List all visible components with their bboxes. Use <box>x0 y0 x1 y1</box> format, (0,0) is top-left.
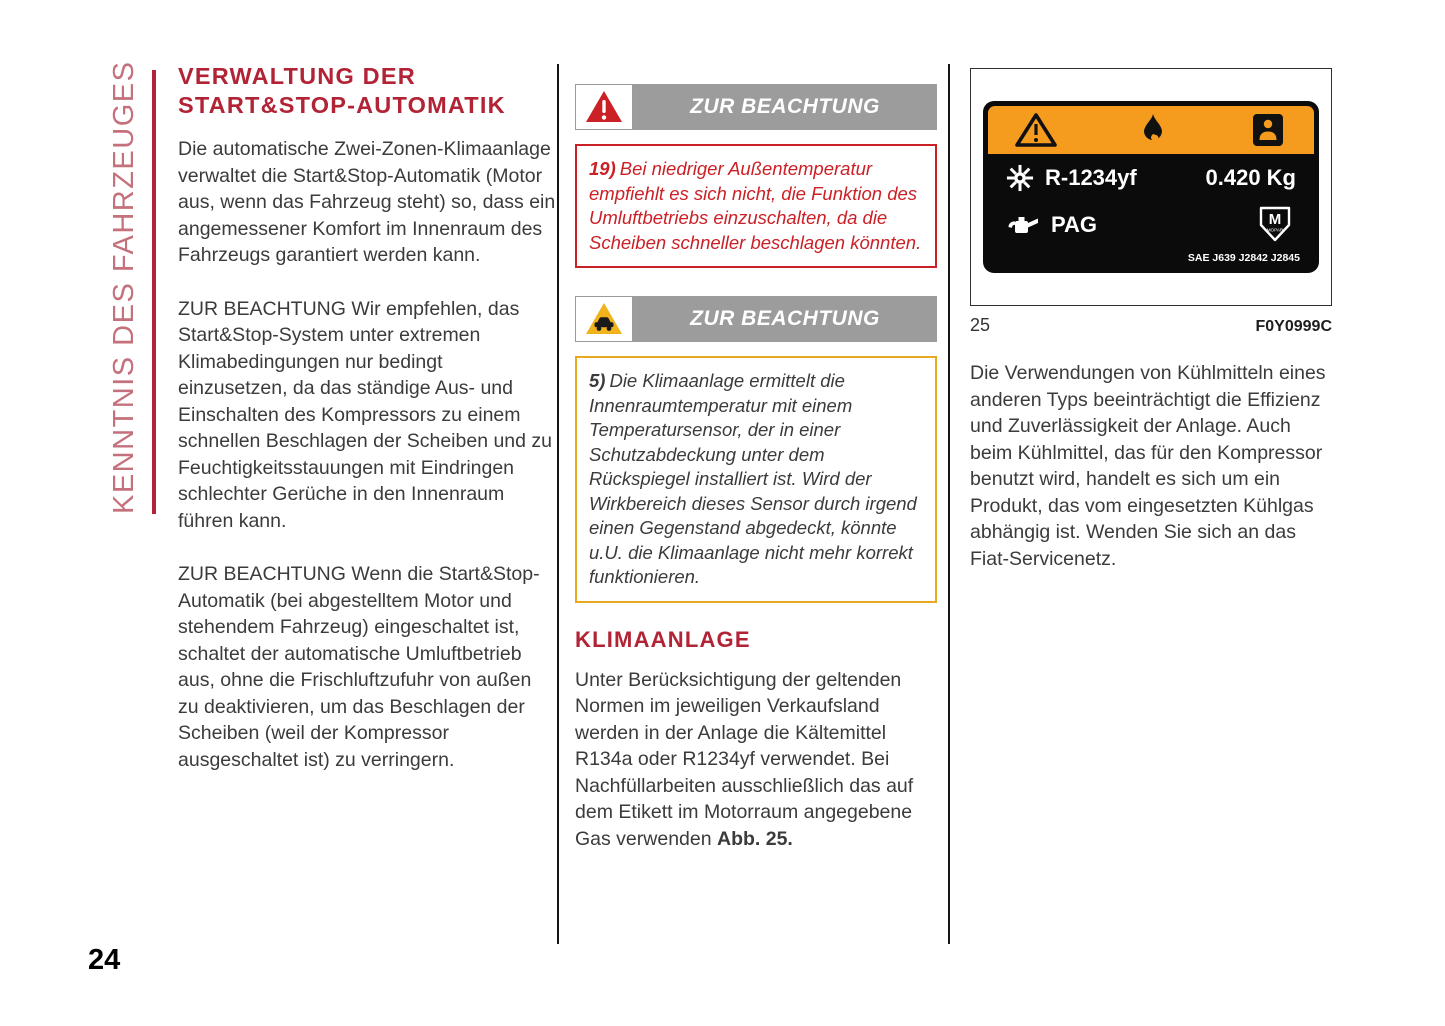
warning-header <box>575 84 937 130</box>
figure-number: 25 <box>970 315 991 335</box>
caution-note-box <box>575 356 937 603</box>
column-refrigerant <box>970 68 1332 599</box>
caution-header <box>575 296 937 342</box>
figure-reference: Abb. 25. <box>717 827 793 850</box>
chapter-sidebar-label: KENNTNIS DES FAHRZEUGES <box>108 60 140 514</box>
figure-25 <box>970 68 1332 306</box>
paragraph: Die Verwendungen von Kühlmitteln eines anderen Typs beeinträchtigt die Effizienz und Zuverlässigkeit der Anlage. Auch beim Kühlmittel, das für den Kompressor benutzt wird, handelt es sich um ein Produkt, das vom eingesetzten Kühlgas abhängig ist. Wenden Sie sich an das Fiat-Servicenetz. <box>970 362 1326 570</box>
paragraph: Die automatische Zwei-Zonen-Klimaanlage verwaltet die Start&Stop-Automatik (Motor aus, wenn das Fahrzeug steht) so, dass ein angemessener Komfort im Innenraum des Fahrzeugs garantiert werden kann. <box>178 138 556 266</box>
mopar-logo <box>1254 204 1296 246</box>
section-heading-start-stop: VERWALTUNG DER START&STOP-AUTOMATIK <box>178 63 506 118</box>
column-divider-2 <box>948 64 950 944</box>
oil-can-icon <box>1006 212 1040 238</box>
note-text: Die Klimaanlage ermittelt die Innenraumtemperatur mit einem Temperatursensor, der in einer Schutzabdeckung unter dem Rückspiegel installiert ist. Wird der Wirkbereich dieses Sensor durch irgend einen Gegenstand abgedeckt, könnte u.U. die Klimaanlage nicht mehr korrekt funktionieren. <box>589 370 917 587</box>
paragraph <box>575 667 937 853</box>
figure-caption <box>970 315 1332 336</box>
note-number: 19) <box>589 158 616 179</box>
sidebar-red-rule <box>152 70 156 514</box>
yellow-car-triangle-icon <box>575 296 633 342</box>
flame-icon <box>1138 111 1168 149</box>
oil-type: PAG <box>1051 212 1098 237</box>
caution-title: ZUR BEACHTUNG <box>633 296 937 342</box>
section-heading-klimaanlage: KLIMAANLAGE <box>575 626 751 652</box>
label-row-refrigerant <box>988 154 1314 194</box>
alert-triangle-icon <box>1014 111 1058 149</box>
refrigerant-charge: 0.420 Kg <box>1205 165 1296 190</box>
column-warnings-klimaanlage <box>575 84 937 879</box>
sae-standards: SAE J639 J2842 J2845 <box>1187 252 1300 264</box>
red-warning-triangle-icon <box>575 84 633 130</box>
column-divider-1 <box>557 64 559 944</box>
note-text: Bei niedriger Außentemperatur empfiehlt es sich nicht, die Funktion des Umluftbetriebs einzuschalten, da die Scheiben schneller beschlagen könnten. <box>589 158 922 253</box>
svg-text:MOPAR: MOPAR <box>1266 227 1284 233</box>
refrigerant-type: R-1234yf <box>1045 165 1137 190</box>
label-row-oil <box>988 194 1314 248</box>
note-number: 5) <box>589 370 606 391</box>
warning-note-box <box>575 144 937 268</box>
refrigerant-label <box>983 101 1319 273</box>
paragraph: ZUR BEACHTUNG Wenn die Start&Stop-Automatik (bei abgestelltem Motor und stehendem Fahrzeug) eingeschaltet ist, schaltet der automatische Umluftbetrieb aus, ohne die Frischluftzufuhr von außen zu deaktivieren, um das Beschlagen der Scheiben (weil der Kompressor ausgeschaltet ist) zu verringern. <box>178 563 540 771</box>
gear-icon <box>1006 164 1034 192</box>
column-start-stop <box>178 62 556 800</box>
page-number: 24 <box>88 944 121 976</box>
paragraph-text: Unter Berücksichtigung der geltenden Normen im jeweiligen Verkaufsland werden in der Anlage die Kältemittel R134a oder R1234yf verwendet. Bei Nachfüllarbeiten ausschließlich das auf dem Etikett im Motorraum angegebene Gas verwenden <box>575 668 914 850</box>
label-hazard-band <box>988 106 1314 154</box>
paragraph: ZUR BEACHTUNG Wir empfehlen, das Start&Stop-System unter extremen Klimabedingungen nur bedingt einzusetzen, da das ständige Aus- und Einschalten des Kompressors zu einem schnellen Beschlagen der Scheiben und zu Feuchtigkeitsstauungen mit Eindringen schlechter Gerüche in den Innenraum führen kann. <box>178 297 553 532</box>
svg-text:M: M <box>1268 211 1282 228</box>
figure-code: F0Y0999C <box>1255 318 1332 335</box>
warning-title: ZUR BEACHTUNG <box>633 84 937 130</box>
read-manual-icon <box>1248 111 1288 149</box>
